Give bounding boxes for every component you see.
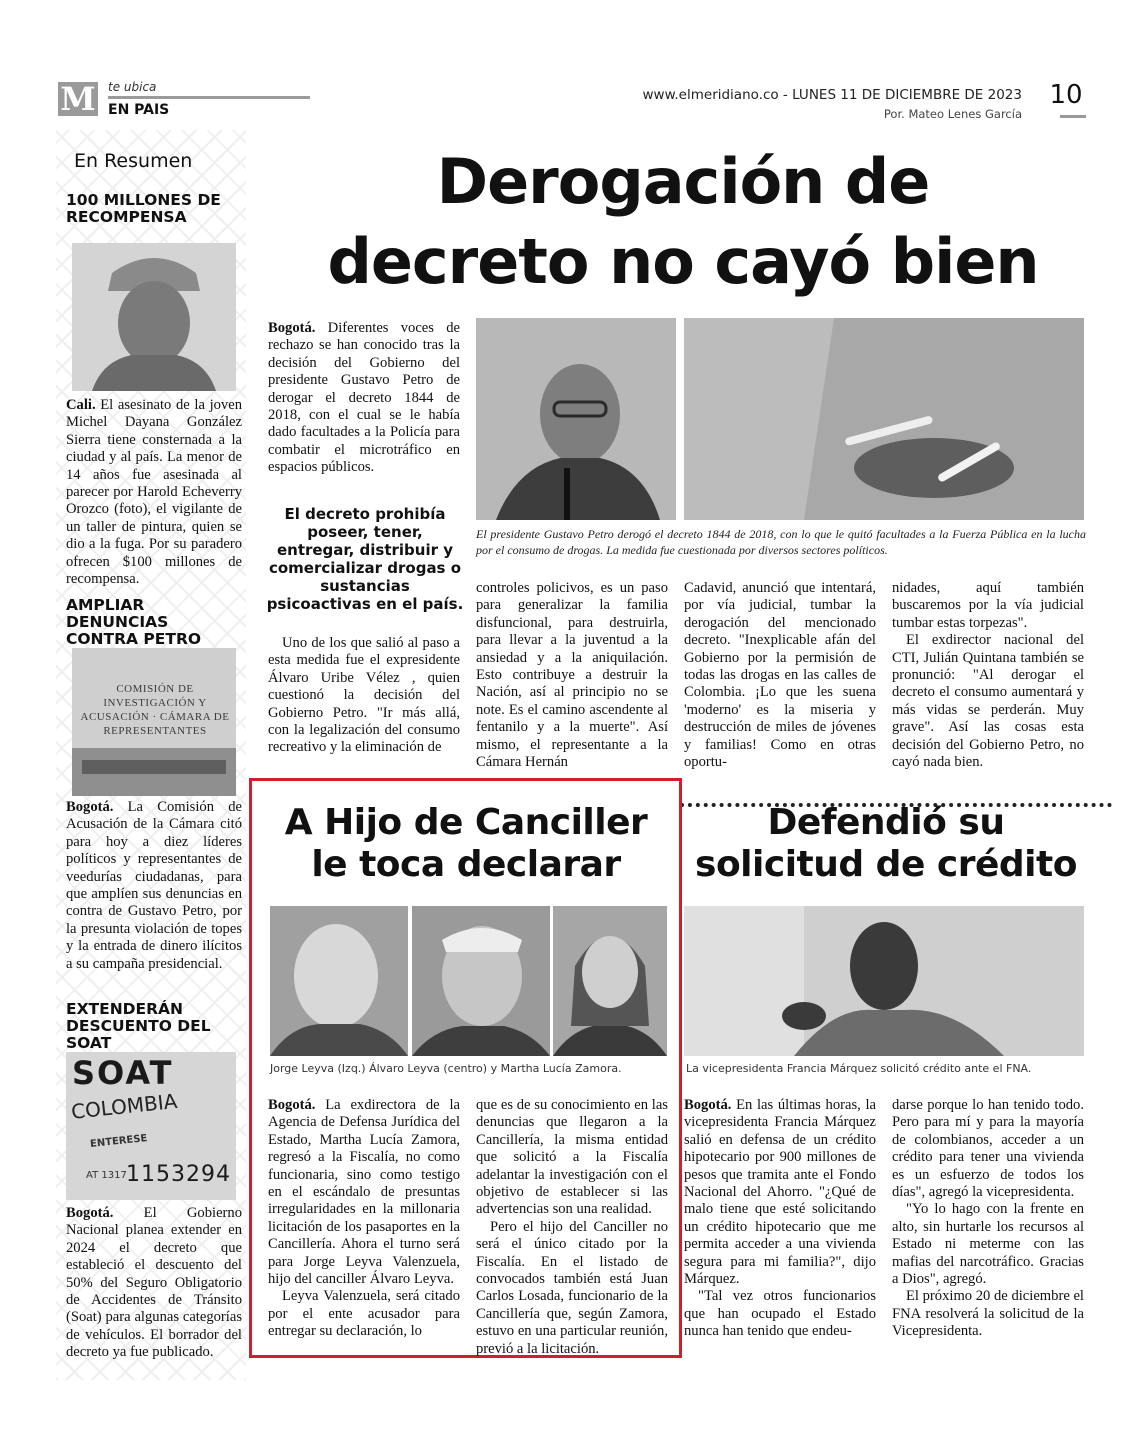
sidebar-item-text [66,1205,242,1362]
main-col4-p2: El exdirector nacional del CTI, Julián Quintana también se pronunció: "Al derogar el decreto el consumo aumentará y más vidas se perderán. Muy grave". Así las cosas esta decisión del Gobierno Petro, no cayó nada bien. [892,632,1084,771]
sidebar-item-heading: EXTENDERÁN DESCUENTO DEL SOAT [66,1000,211,1052]
pullquote: El decreto prohibía poseer, tener, entregar, distribuir y comercializar drogas o sustancias psicoactivas en el país. [266,505,464,613]
story-three-caption: La vicepresidenta Francia Márquez solicitó crédito ante el FNA. [686,1062,1032,1075]
portrait-icon [270,906,408,1056]
story-three-col1-p1: En las últimas horas, la vicepresidenta Francia Márquez salió en defensa de un crédito hipotecario por 900 millones de pesos que tramita ante el Fondo Nacional del Ahorro. "¿Qué de malo tiene que esté solicitando un crédito hipotecario que me permita acceder a una vivienda segura para mi familia?", dijo Márquez. [684,1097,876,1288]
sidebar-item-body: La Comisión de Acusación de la Cámara citó para hoy a diez líderes políticos y representantes de veedurías ciudadanas, para que amplíen sus denuncias en contra de Gustavo Petro, por la presunta violación de topes y la entrada de dinero ilícitos a su campaña presidencial. [66,799,242,972]
hands-drugs-icon [684,318,1084,520]
suspect-portrait-icon [72,243,236,391]
story-three-headline-line1: Defendió su [767,802,1005,843]
story-two-col1-p1: La exdirectora de la Agencia de Defensa Jurídica del Estado, Martha Lucía Zamora, regresó a la Fiscalía, no como funcionaria, sino como testigo en el escándalo de presuntas irregularidades en la millonaria licitación de los pasaportes en la Cancillería. Ahora el turno será para Jorge Leyva Valenzuela, hijo del canciller Álvaro Leyva. [268,1097,460,1288]
dateline-city: Bogotá. [684,1097,732,1113]
main-col3 [684,580,876,771]
soat-card-photo [66,1052,236,1200]
main-headline-line2: decreto no cayó bien [327,225,1039,298]
petro-photo [476,318,676,520]
francia-portrait-icon [684,906,1084,1056]
dateline-city: Cali. [66,397,96,413]
alvaro-leyva-photo [412,906,550,1056]
story-three-col2-p3: El próximo 20 de diciembre el FNA resolverá la solicitud de la Vicepresidenta. [892,1288,1084,1340]
main-headline [258,142,1108,302]
sidebar-item-text [66,397,242,588]
section-kicker: te ubica [108,80,157,94]
jorge-leyva-photo [270,906,408,1056]
sidebar-item-body: El asesinato de la joven Michel Dayana González Sierra tiene consternada a la ciudad y al país. La menor de 14 años fue asesinada al parecer por Harold Echeverry Orozco (foto), el vigilante de un taller de pintura, quien se dio a la fuga. Por su paradero ofrecen $100 millones de recompensa. [66,397,242,588]
portrait-icon [412,906,550,1056]
story-three-col2 [892,1097,1084,1341]
main-col2 [476,580,668,771]
sidebar-item-text [66,799,242,973]
byline: Por. Mateo Lenes García [883,107,1022,121]
soat-number: 1153294 [126,1162,231,1187]
dateline-city: Bogotá. [66,1205,114,1221]
petro-portrait-icon [476,318,676,520]
story-two-col2-p2: Pero el hijo del Canciller no será el único citado por la Fiscalía. En el listado de convocados también está Juan Carlos Losada, funcionario de la Cancillería que, según Zamora, estuvo en una particular reunión, previó a la licitación. [476,1218,668,1357]
main-intro [268,320,460,477]
main-col1-text: Uno de los que salió al paso a esta medida fue el expresidente Álvaro Uribe Vélez , quien cuestionó la decisión del Gobierno Petro. "Ir más allá, con la legalización del consumo recreativo y la eliminación de [268,635,460,756]
dateline-city: Bogotá. [66,799,114,815]
soat-brand: SOAT [72,1054,174,1092]
logo-letter: M [60,80,96,118]
main-col3-text: Cadavid, anunció que intentará, por vía judicial, tumbar la derogación del mencionado decreto. "Inexplicable afán del Gobierno por la permisión de todas las drogas en las calles de Colombia. ¡Lo que les suena 'moderno' es la miseria y destrucción de miles de jóvenes y familias! Como en otras oportu- [684,580,876,771]
section-name: EN PAIS [108,102,170,118]
story-two-col1-p2: Leyva Valenzuela, será citado por el ente acusador para entregar su declaración, lo [268,1288,460,1340]
portrait-icon [553,906,667,1056]
story-three-col2-p1: darse porque lo han tenido todo. Pero para mí y para la mayoría de colombianos, acceder a un crédito para tener una vivienda es un esfuerzo de todos los días", agregó la vicepresidenta. [892,1097,1084,1201]
story-three-headline [680,802,1092,886]
soat-number-label: AT 1317 [86,1170,127,1181]
suspect-photo [72,243,236,391]
story-two-headline-line1: A Hijo de Canciller [284,802,648,843]
soat-country: COLOMBIA [70,1088,179,1124]
dateline-city: Bogotá. [268,1097,316,1113]
story-two-caption: Jorge Leyva (Izq.) Álvaro Leyva (centro) y Martha Lucía Zamora. [270,1062,622,1075]
sidebar-item-heading: AMPLIAR DENUNCIAS CONTRA PETRO [66,596,202,648]
story-two-headline-line2: le toca declarar [311,844,621,885]
story-three-col2-p2: "Yo lo hago con la frente en alto, sin hurtarle los recursos al Estado ni meterme con las mafias del narcotráfico. Gracias a Dios", agregó. [892,1201,1084,1288]
sidebar-item-body: El Gobierno Nacional planea extender en 2024 el decreto que estableció el descuento del 50% del Seguro Obligatorio de Accidentes de Tránsito (Soat) para algunas categorías de vehículos. El borrador del decreto ya fue publicado. [66,1205,242,1361]
drug-use-photo [684,318,1084,520]
main-col2-text: controles policivos, es un paso para generalizar la familia disfuncional, para destruirla, para llevar a la juventud a la ansiedad y a la aniquilación. Esto contribuye a destruir la Nación, así al principio no se note. Es el camino ascendente al fentanilo y a la muerte". Así mismo, el representante a la Cámara Hernán [476,580,668,771]
page-number: 10 [1049,80,1083,110]
main-col4 [892,580,1084,771]
story-three-col1-p2: "Tal vez otros funcionarios que han ocupado el Estado nunca han tenido que endeu- [684,1288,876,1340]
main-photo-caption: El presidente Gustavo Petro derogó el decreto 1844 de 2018, con lo que le quitó facultades a la Fuerza Pública en la lucha por el consumo de drogas. La medida fue cuestionada por diversos sectores políticos. [476,527,1086,557]
section-rule [108,96,310,99]
sidebar-title: En Resumen [74,150,193,172]
story-two-col2-p1: que es de su conocimiento en las denuncias que llegaron a la Cancillería, la misma entidad que solicitó a la Fiscalía adelantar la investigación con el objetivo de establecer si las advertencias son una realidad. [476,1097,668,1218]
page-number-rule [1060,115,1086,118]
story-two-col1 [268,1097,460,1341]
francia-marquez-photo [684,906,1084,1056]
story-two-col2 [476,1097,668,1358]
main-col4-p1: nidades, aquí también buscaremos por la vía judicial tumbar estas torpezas". [892,580,1084,631]
story-two-headline [258,802,674,886]
story-three-headline-line2: solicitud de crédito [695,844,1077,885]
main-intro-text: Diferentes voces de rechazo se han conocido tras la decisión del Gobierno del presidente Gustavo Petro de derogar el decreto 1844 de 2018, con el cual se le había dado facultades a la Policía para combatir el microtráfico en espacios públicos. [268,320,460,476]
main-col1 [268,635,460,757]
commission-sign-text: COMISIÓN DE INVESTIGACIÓN Y ACUSACIÓN · CÁMARA DE REPRESENTANTES [80,683,230,737]
masthead-logo [58,82,98,116]
soat-stamp: ENTERESE [89,1133,148,1150]
sidebar-item-heading: 100 MILLONES DE RECOMPENSA [66,191,221,226]
commission-photo [72,648,236,796]
story-three-col1 [684,1097,876,1341]
martha-zamora-photo [553,906,667,1056]
main-headline-line1: Derogación de [436,145,930,218]
dateline-city: Bogotá. [268,320,316,336]
dateline: www.elmeridiano.co - LUNES 11 DE DICIEMBRE DE 2023 [642,87,1022,103]
